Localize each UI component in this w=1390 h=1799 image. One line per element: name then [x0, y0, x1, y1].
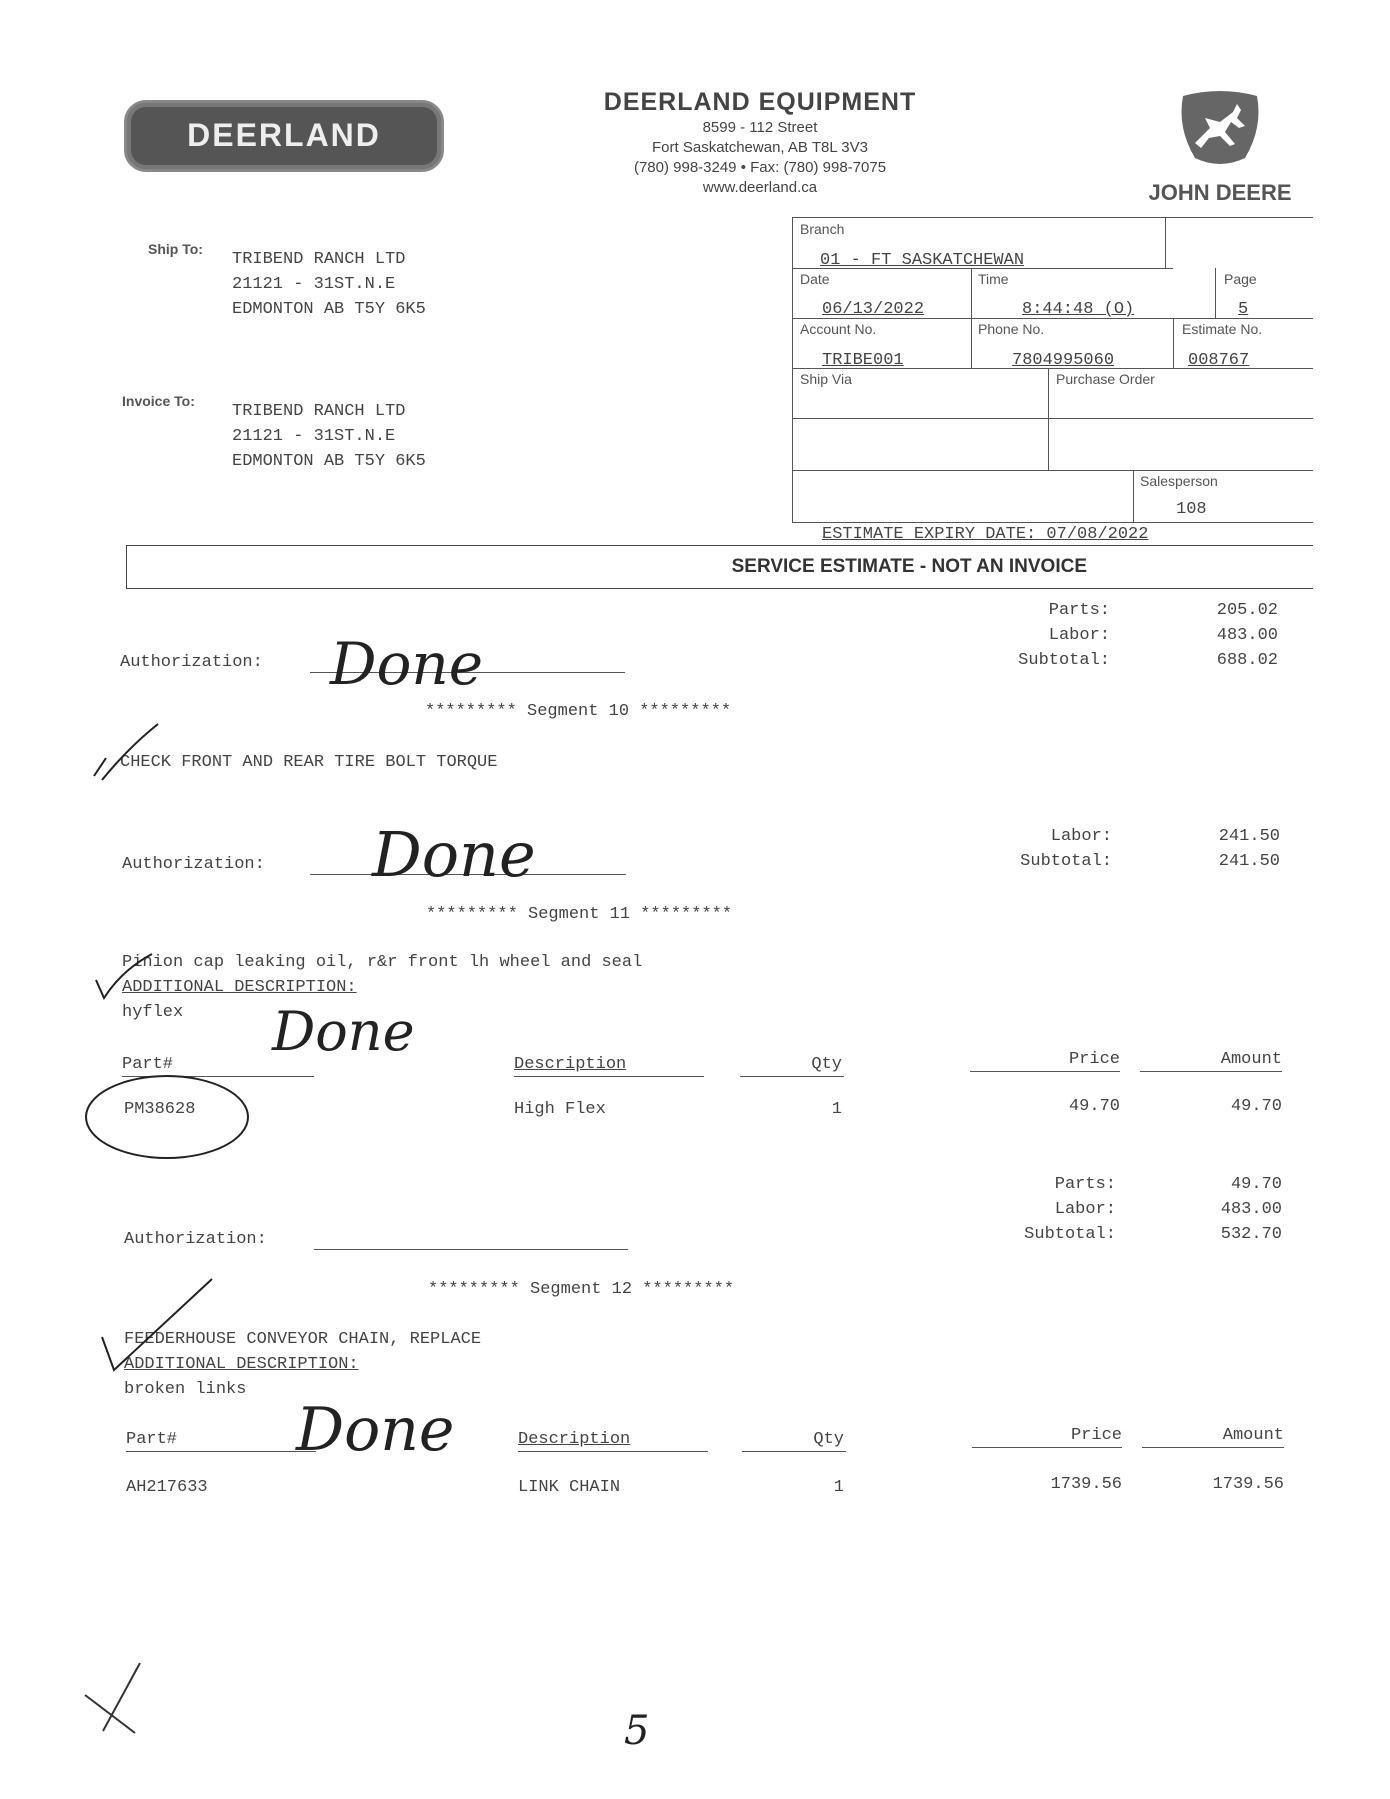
seg12-qty: 1	[833, 1478, 844, 1497]
seg11-price-header: Price	[1068, 1050, 1120, 1069]
seg11-parts-label: Parts:	[1054, 1175, 1116, 1194]
seg11-desc-header: Description	[514, 1055, 627, 1074]
handwritten-done-1: Done	[330, 630, 484, 698]
leaping-deer-icon	[1175, 88, 1265, 168]
seg12-item-description: LINK CHAIN	[518, 1478, 621, 1497]
seg11-amount-header: Amount	[1220, 1050, 1282, 1069]
company-website: www.deerland.ca	[702, 179, 818, 196]
seg11-item-description: High Flex	[514, 1100, 606, 1119]
company-street: 8599 - 112 Street	[702, 119, 818, 136]
handwritten-page-number: 5	[624, 1708, 650, 1754]
top-parts-value: 205.02	[1216, 601, 1278, 620]
seg12-price-header: Price	[1070, 1426, 1122, 1445]
seg12-qty-header: Qty	[813, 1430, 844, 1449]
authorization-label-2: Authorization:	[122, 855, 265, 874]
top-labor-value: 483.00	[1216, 626, 1278, 645]
segment-12-header: ********* Segment 12 *********	[428, 1280, 735, 1299]
seg11-parts-value: 49.70	[1230, 1175, 1282, 1194]
branch-label: Branch	[800, 221, 845, 237]
seg11-subtotal-value: 532.70	[1220, 1225, 1282, 1244]
seg10-labor-label: Labor:	[1050, 827, 1112, 846]
seg11-part-header: Part#	[122, 1055, 174, 1074]
seg11-qty-header: Qty	[811, 1055, 842, 1074]
purchase-order-label: Purchase Order	[1056, 371, 1155, 387]
time-value: 8:44:48 (O)	[1022, 300, 1135, 319]
seg11-part-number: PM38628	[124, 1100, 196, 1119]
handwritten-circle	[85, 1075, 249, 1159]
estimate-expiry: ESTIMATE EXPIRY DATE: 07/08/2022	[822, 525, 1149, 544]
seg12-amount: 1739.56	[1212, 1475, 1284, 1494]
check-mark-icon	[88, 718, 168, 793]
handwritten-done-2: Done	[372, 818, 536, 891]
seg12-additional-label: ADDITIONAL DESCRIPTION:	[124, 1355, 359, 1374]
x-mark-icon	[75, 1655, 155, 1740]
company-phones: (780) 998-3249 • Fax: (780) 998-7075	[633, 159, 887, 176]
seg12-part-header: Part#	[126, 1430, 178, 1449]
account-label: Account No.	[800, 321, 877, 337]
seg11-additional-text: hyflex	[122, 1003, 184, 1022]
segment-11-description: Pinion cap leaking oil, r&r front lh wheel and seal	[122, 953, 643, 972]
ship-via-label: Ship Via	[800, 371, 852, 387]
seg10-subtotal-value: 241.50	[1218, 852, 1280, 871]
company-name: DEERLAND EQUIPMENT	[603, 88, 917, 116]
seg11-additional-label: ADDITIONAL DESCRIPTION:	[122, 978, 357, 997]
branch-value: 01 - FT SASKATCHEWAN	[820, 251, 1025, 270]
company-city: Fort Saskatchewan, AB T8L 3V3	[652, 139, 868, 156]
seg10-labor-value: 241.50	[1218, 827, 1280, 846]
deerland-logo	[124, 100, 444, 172]
seg10-subtotal-label: Subtotal:	[1020, 852, 1112, 871]
seg11-subtotal-label: Subtotal:	[1024, 1225, 1116, 1244]
banner-text: SERVICE ESTIMATE - NOT AN INVOICE	[731, 556, 1087, 577]
ship-to-line2: 21121 - 31ST.N.E	[232, 275, 396, 294]
top-parts-label: Parts:	[1048, 601, 1110, 620]
top-labor-label: Labor:	[1048, 626, 1110, 645]
segment-10-description: CHECK FRONT AND REAR TIRE BOLT TORQUE	[120, 753, 498, 772]
service-estimate-banner	[126, 545, 1313, 589]
seg11-labor-value: 483.00	[1220, 1200, 1282, 1219]
invoice-to-line3: EDMONTON AB T5Y 6K5	[232, 452, 426, 471]
authorization-label-1: Authorization:	[120, 653, 263, 672]
handwritten-done-3: Done	[272, 1000, 415, 1063]
segment-12-description: FEEDERHOUSE CONVEYOR CHAIN, REPLACE	[124, 1330, 482, 1349]
date-value: 06/13/2022	[822, 300, 925, 319]
ship-to-line3: EDMONTON AB T5Y 6K5	[232, 300, 426, 319]
john-deere-wordmark: JOHN DEERE	[1148, 180, 1292, 205]
seg11-qty: 1	[831, 1100, 842, 1119]
phone-value: 7804995060	[1012, 351, 1115, 370]
seg12-price: 1739.56	[1050, 1475, 1122, 1494]
page-label: Page	[1224, 271, 1257, 287]
estimate-label: Estimate No.	[1182, 321, 1263, 337]
ship-to-label: Ship To:	[148, 241, 203, 257]
logo-text: DEERLAND	[187, 117, 381, 153]
handwritten-done-4: Done	[296, 1395, 455, 1465]
estimate-value: 008767	[1188, 351, 1250, 370]
top-subtotal-label: Subtotal:	[1018, 651, 1110, 670]
segment-10-header: ********* Segment 10 *********	[425, 702, 732, 721]
invoice-to-line2: 21121 - 31ST.N.E	[232, 427, 396, 446]
page-value: 5	[1238, 300, 1249, 319]
seg11-labor-label: Labor:	[1054, 1200, 1116, 1219]
seg12-part-number: AH217633	[126, 1478, 208, 1497]
authorization-label-3: Authorization:	[124, 1230, 267, 1249]
segment-11-header: ********* Segment 11 *********	[426, 905, 733, 924]
account-value: TRIBE001	[822, 351, 904, 370]
phone-label: Phone No.	[978, 321, 1045, 337]
invoice-to-label: Invoice To:	[122, 393, 195, 409]
seg12-amount-header: Amount	[1222, 1426, 1284, 1445]
check-mark-icon	[92, 950, 172, 1005]
ship-to-line1: TRIBEND RANCH LTD	[232, 250, 406, 269]
seg12-additional-text: broken links	[124, 1380, 247, 1399]
invoice-to-line1: TRIBEND RANCH LTD	[232, 402, 406, 421]
seg11-amount: 49.70	[1230, 1097, 1282, 1116]
date-label: Date	[800, 271, 830, 287]
salesperson-label: Salesperson	[1140, 473, 1218, 489]
seg11-price: 49.70	[1068, 1097, 1120, 1116]
check-mark-icon	[92, 1275, 222, 1380]
seg12-desc-header: Description	[518, 1430, 631, 1449]
top-subtotal-value: 688.02	[1216, 651, 1278, 670]
salesperson-value: 108	[1176, 500, 1207, 519]
table-row	[0, 1475, 1390, 1504]
time-label: Time	[978, 271, 1009, 287]
